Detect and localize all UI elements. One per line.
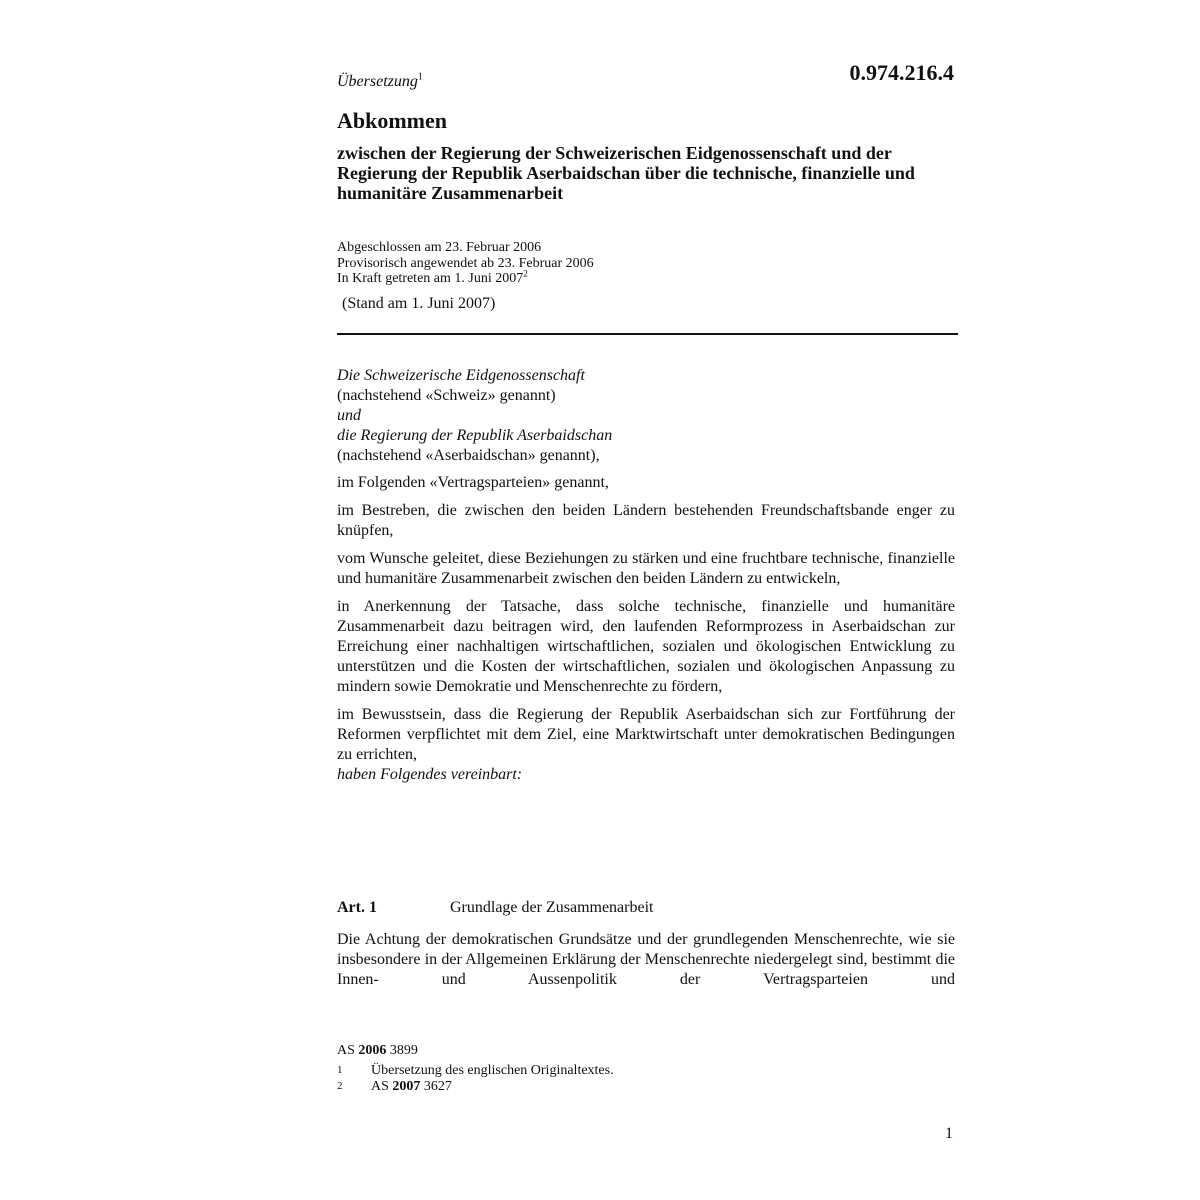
header-divider — [337, 333, 958, 335]
sr-number: 0.974.216.4 — [849, 60, 954, 85]
footnote-ref-2[interactable]: 2 — [523, 268, 528, 279]
translation-label-text: Übersetzung — [337, 73, 418, 90]
date-block — [337, 240, 594, 287]
footnote-1-number: 1 — [337, 1064, 343, 1076]
official-collection-reference — [337, 1043, 418, 1059]
party-azerbaijan-alias: (nachstehend «Aserbaidschan» genannt), — [337, 447, 600, 464]
party-switzerland: Die Schweizerische Eidgenossenschaft — [337, 367, 585, 384]
footnote-2 — [337, 1079, 452, 1094]
as-page: 3899 — [389, 1043, 418, 1058]
concluded-date: Abgeschlossen am 23. Februar 2006 — [337, 240, 542, 255]
footnote-2-prefix: AS — [371, 1079, 389, 1094]
article-1-heading — [337, 899, 955, 917]
document-title: Abkommen — [337, 108, 448, 133]
preamble-paragraph: vom Wunsche geleitet, diese Beziehungen zu stärken und eine fruchtbare technische, finanzielle und humanitäre Zusammenarbeit zwischen den beiden Ländern zu entwickeln, — [337, 550, 955, 587]
page-number: 1 — [945, 1125, 953, 1142]
party-switzerland-alias: (nachstehend «Schweiz» genannt) — [337, 387, 556, 404]
as-year: 2006 — [358, 1043, 387, 1058]
document-page — [337, 0, 957, 1200]
conjunction-and: und — [337, 407, 361, 424]
provisional-date: Provisorisch angewendet ab 23. Februar 2006 — [337, 255, 594, 271]
preamble-closing: haben Folgendes vereinbart: — [337, 766, 523, 783]
preamble-paragraph: in Anerkennung der Tatsache, dass solche technische, finanzielle und humanitäre Zusammenarbeit dazu beitragen wird, den laufenden Reformprozess in Aserbaidschan zur Erreichung einer nachhaltigen wirtschaftlichen, sozialen und ökologischen Entwicklung zu unterstützen und die Kosten der wirtschaftlichen, sozialen und ökologischen Anpassung zu mindern sowie Demokratie und Menschenrechte zu fördern, — [337, 598, 955, 695]
translation-label — [337, 73, 423, 91]
article-1-text: Die Achtung der demokratischen Grundsätze und der grundlegenden Menschenrechte, wie sie insbesondere in der Allgemeinen Erklärung der Menschenrechte niedergelegt sind, bestimmt die Innen- und Aussenpolitik der Vertragsparteien und — [337, 931, 955, 988]
article-1-title: Grundlage der Zusammenarbeit — [450, 899, 654, 916]
footnote-2-number: 2 — [337, 1080, 343, 1092]
footnote-2-year: 2007 — [392, 1079, 421, 1094]
footnote-1-text: Übersetzung des englischen Originaltextes. — [371, 1063, 614, 1078]
as-prefix: AS — [337, 1043, 355, 1058]
preamble — [337, 366, 955, 785]
footnote-ref-1[interactable]: 1 — [417, 71, 423, 83]
preamble-paragraph: im Bewusstsein, dass die Regierung der Republik Aserbaidschan sich zur Fortführung der Reformen verpflichtet mit dem Ziel, eine Marktwirtschaft unter demokratischen Bedingungen zu errichten, — [337, 706, 955, 763]
article-1-number: Art. 1 — [337, 899, 377, 916]
footnote-1 — [337, 1063, 614, 1078]
in-force-date — [337, 268, 594, 287]
in-force-date-text: In Kraft getreten am 1. Juni 2007 — [337, 271, 524, 286]
document-subtitle: zwischen der Regierung der Schweizerischen Eidgenossenschaft und der Regierung der Republik Aserbaidschan über die technische, finanzielle und humanitäre Zusammenarbeit — [337, 143, 915, 203]
parties-designation: im Folgenden «Vertragsparteien» genannt, — [337, 474, 609, 491]
party-azerbaijan: die Regierung der Republik Aserbaidschan — [337, 427, 613, 444]
footnote-2-page: 3627 — [423, 1079, 452, 1094]
status-date: (Stand am 1. Juni 2007) — [342, 295, 496, 312]
preamble-paragraph: im Bestreben, die zwischen den beiden Ländern bestehenden Freundschaftsbande enger zu knüpfen, — [337, 502, 955, 539]
